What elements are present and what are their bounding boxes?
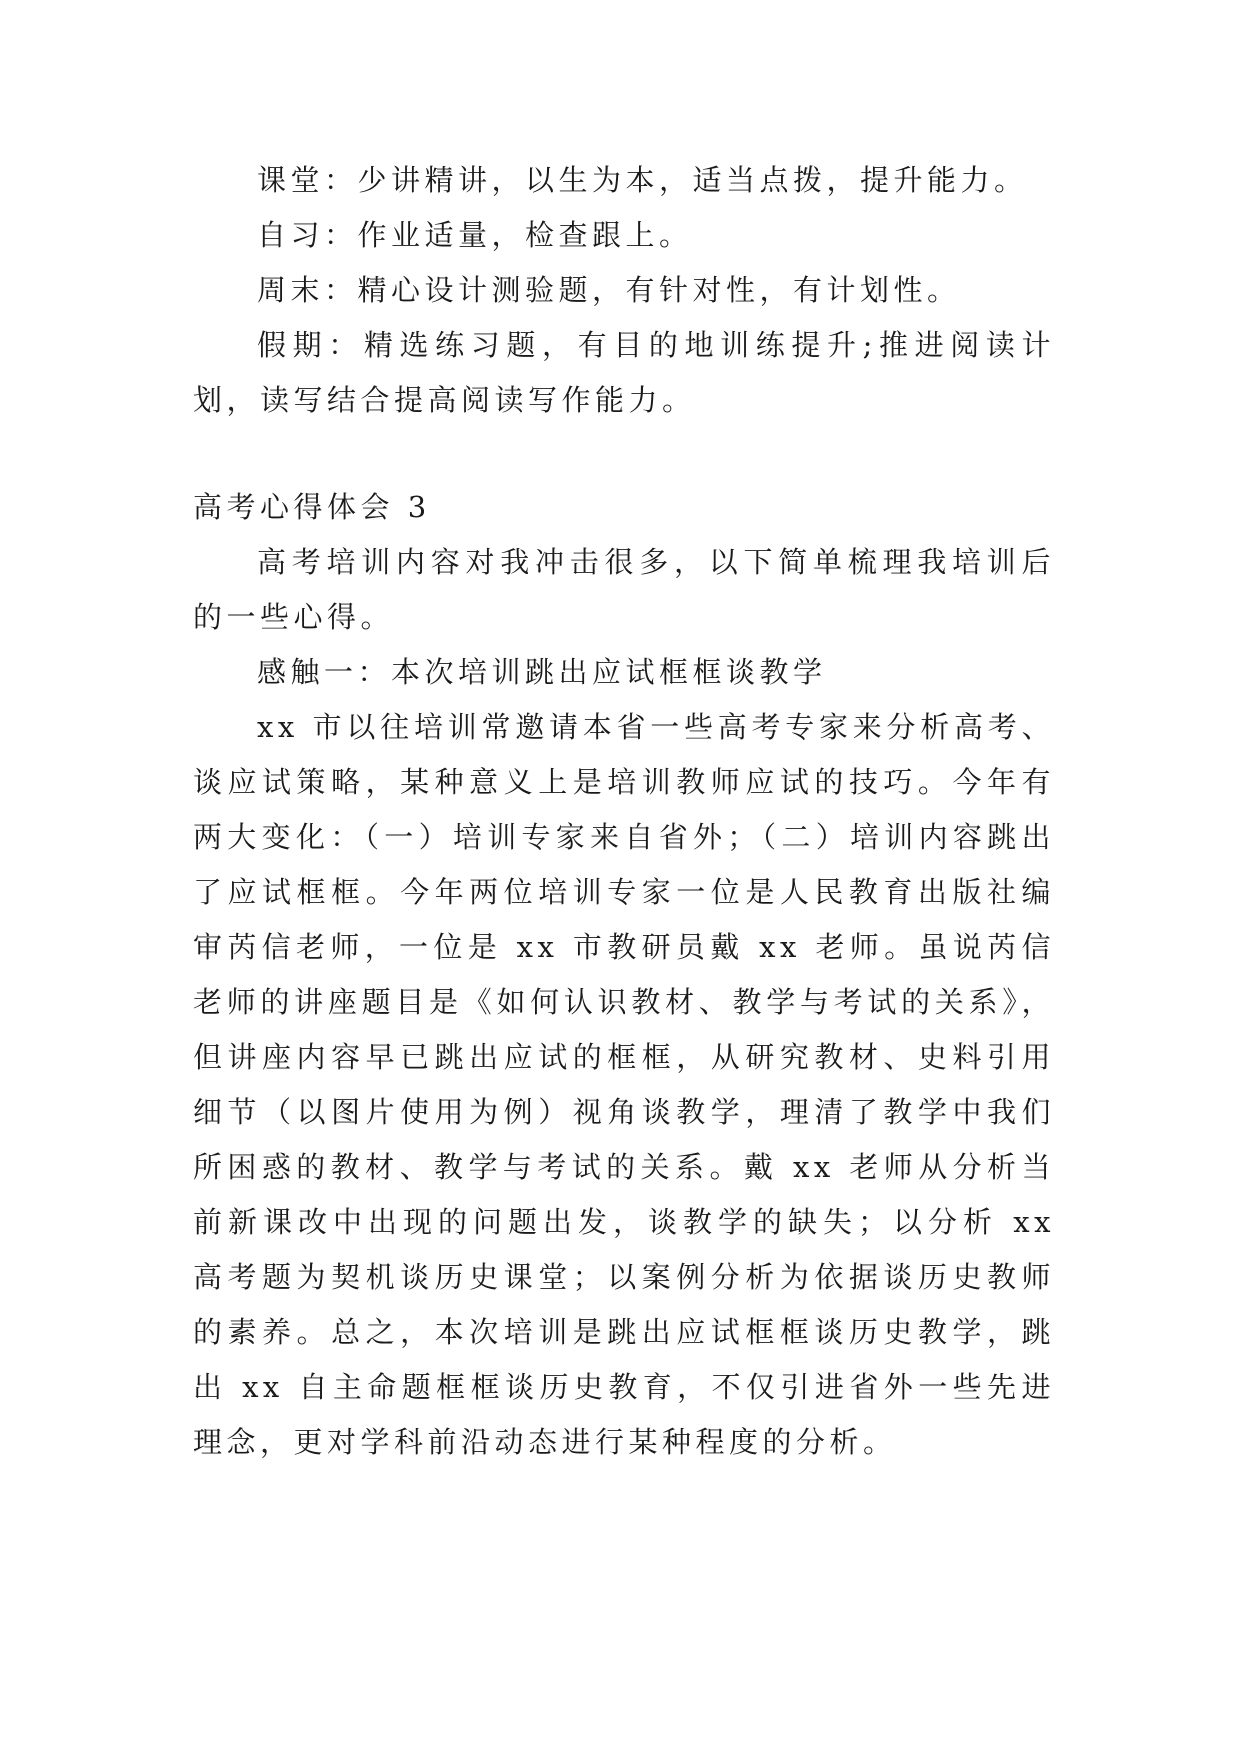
paragraph-holiday: 假期：精选练习题，有目的地训练提升;推进阅读计划，读写结合提高阅读写作能力。: [193, 328, 1055, 417]
document-body: [193, 153, 1055, 1470]
paragraph-self-study: 自习：作业适量，检查跟上。: [257, 218, 693, 252]
paragraph-classroom: 课堂：少讲精讲，以生为本，适当点拨，提升能力。: [257, 163, 1028, 197]
paragraph-heading-insight-one: 感触一：本次培训跳出应试框框谈教学: [257, 655, 827, 689]
section-title: 高考心得体会 3: [193, 490, 431, 524]
paragraph-weekend: 周末：精心设计测验题，有针对性，有计划性。: [257, 273, 961, 307]
paragraph-body: xx 市以往培训常邀请本省一些高考专家来分析高考、谈应试策略，某种意义上是培训教师应试的技巧。今年有两大变化：（一）培训专家来自省外；（二）培训内容跳出了应试框框。今年两位培训专家一位是人民教育出版社编审芮信老师，一位是 xx 市教研员戴 xx 老师。虽说芮信老师的讲座题目是《如何认识教材、教学与考试的关系》，但讲座内容早已跳出应试的框框，从研究教材、史料引用细节（以图片使用为例）视角谈教学，理清了教学中我们所困惑的教材、教学与考试的关系。戴 xx 老师从分析当前新课改中出现的问题出发，谈教学的缺失；以分析 xx 高考题为契机谈历史课堂；以案例分析为依据谈历史教师的素养。总之，本次培训是跳出应试框框谈历史教学，跳出 xx 自主命题框框谈历史教育，不仅引进省外一些先进理念，更对学科前沿动态进行某种程度的分析。: [193, 710, 1055, 1459]
paragraph-intro: 高考培训内容对我冲击很多，以下简单梳理我培训后的一些心得。: [193, 545, 1055, 634]
